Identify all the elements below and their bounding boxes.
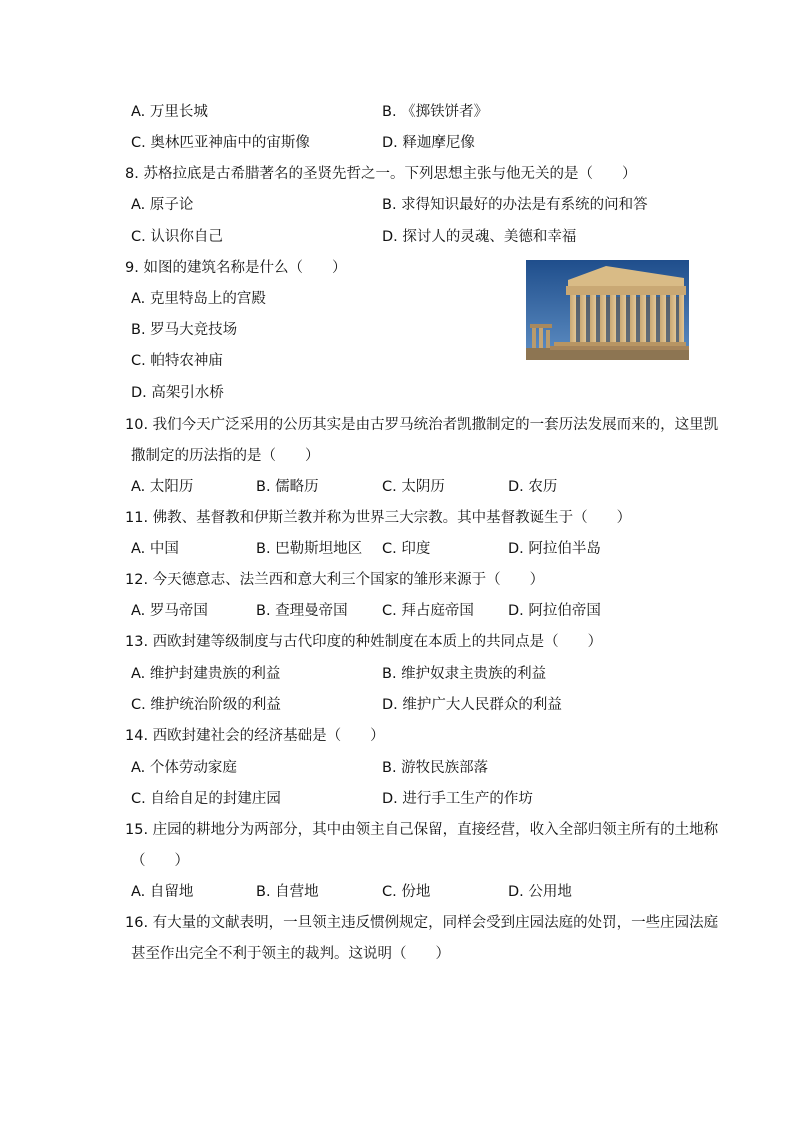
q13-stem: 13. 西欧封建等级制度与古代印度的种姓制度在本质上的共同点是（ ） xyxy=(125,634,603,650)
q15-option-a: A. 自留地 xyxy=(131,884,194,900)
q10-option-a: A. 太阳历 xyxy=(131,479,194,495)
q9-option-a: A. 克里特岛上的宫殿 xyxy=(131,291,266,307)
q8-option-d: D. 探讨人的灵魂、美德和幸福 xyxy=(382,229,577,245)
parthenon-image xyxy=(526,260,689,360)
q14-option-c: C. 自给自足的封建庄园 xyxy=(131,791,281,807)
q11-option-b: B. 巴勒斯坦地区 xyxy=(256,541,363,557)
q14-option-b: B. 游牧民族部落 xyxy=(382,760,489,776)
q8-option-c: C. 认识你自己 xyxy=(131,229,223,245)
q15-option-c: C. 份地 xyxy=(382,884,431,900)
q7-option-b: B. 《掷铁饼者》 xyxy=(382,104,489,120)
q11-option-d: D. 阿拉伯半岛 xyxy=(508,541,601,557)
q12-option-d: D. 阿拉伯帝国 xyxy=(508,603,601,619)
q15-option-b: B. 自营地 xyxy=(256,884,319,900)
q12-option-c: C. 拜占庭帝国 xyxy=(382,603,474,619)
q13-option-a: A. 维护封建贵族的利益 xyxy=(131,666,281,682)
parthenon-photo xyxy=(526,260,689,360)
q10-option-d: D. 农历 xyxy=(508,479,558,495)
q7-option-d: D. 释迦摩尼像 xyxy=(382,135,475,151)
q10-stem-line2: 撒制定的历法指的是（ ） xyxy=(131,448,320,464)
q14-option-d: D. 进行手工生产的作坊 xyxy=(382,791,533,807)
q8-option-a: A. 原子论 xyxy=(131,197,194,213)
q10-option-c: C. 太阴历 xyxy=(382,479,445,495)
q13-option-b: B. 维护奴隶主贵族的利益 xyxy=(382,666,547,682)
q15-option-d: D. 公用地 xyxy=(508,884,572,900)
q13-option-d: D. 维护广大人民群众的利益 xyxy=(382,697,562,713)
q7-option-c: C. 奥林匹亚神庙中的宙斯像 xyxy=(131,135,310,151)
q11-stem: 11. 佛教、基督教和伊斯兰教并称为世界三大宗教。其中基督教诞生于（ ） xyxy=(125,510,632,526)
q9-option-d: D. 高架引水桥 xyxy=(131,385,224,401)
q9-option-b: B. 罗马大竞技场 xyxy=(131,322,238,338)
q13-option-c: C. 维护统治阶级的利益 xyxy=(131,697,281,713)
q10-option-b: B. 儒略历 xyxy=(256,479,319,495)
q9-option-c: C. 帕特农神庙 xyxy=(131,353,223,369)
q8-option-b: B. 求得知识最好的办法是有系统的问和答 xyxy=(382,197,648,213)
q9-stem: 9. 如图的建筑名称是什么（ ） xyxy=(125,260,347,276)
q11-option-c: C. 印度 xyxy=(382,541,431,557)
q8-stem: 8. 苏格拉底是古希腊著名的圣贤先哲之一。下列思想主张与他无关的是（ ） xyxy=(125,166,637,182)
q14-stem: 14. 西欧封建社会的经济基础是（ ） xyxy=(125,728,385,744)
q12-option-b: B. 查理曼帝国 xyxy=(256,603,348,619)
q15-stem-line1: 15. 庄园的耕地分为两部分，其中由领主自己保留，直接经营，收入全部归领主所有的土地称 xyxy=(125,822,719,838)
q12-stem: 12. 今天德意志、法兰西和意大利三个国家的雏形来源于（ ） xyxy=(125,572,545,588)
q11-option-a: A. 中国 xyxy=(131,541,179,557)
q15-stem-line2: （ ） xyxy=(131,853,189,869)
q10-stem-line1: 10. 我们今天广泛采用的公历其实是由古罗马统治者凯撒制定的一套历法发展而来的，这里凯 xyxy=(125,417,719,433)
q14-option-a: A. 个体劳动家庭 xyxy=(131,760,237,776)
q16-stem-line1: 16. 有大量的文献表明，一旦领主违反惯例规定，同样会受到庄园法庭的处罚，一些庄园法庭 xyxy=(125,915,719,931)
q16-stem-line2: 甚至作出完全不利于领主的裁判。这说明（ ） xyxy=(131,946,450,962)
q7-option-a: A. 万里长城 xyxy=(131,104,208,120)
q12-option-a: A. 罗马帝国 xyxy=(131,603,208,619)
